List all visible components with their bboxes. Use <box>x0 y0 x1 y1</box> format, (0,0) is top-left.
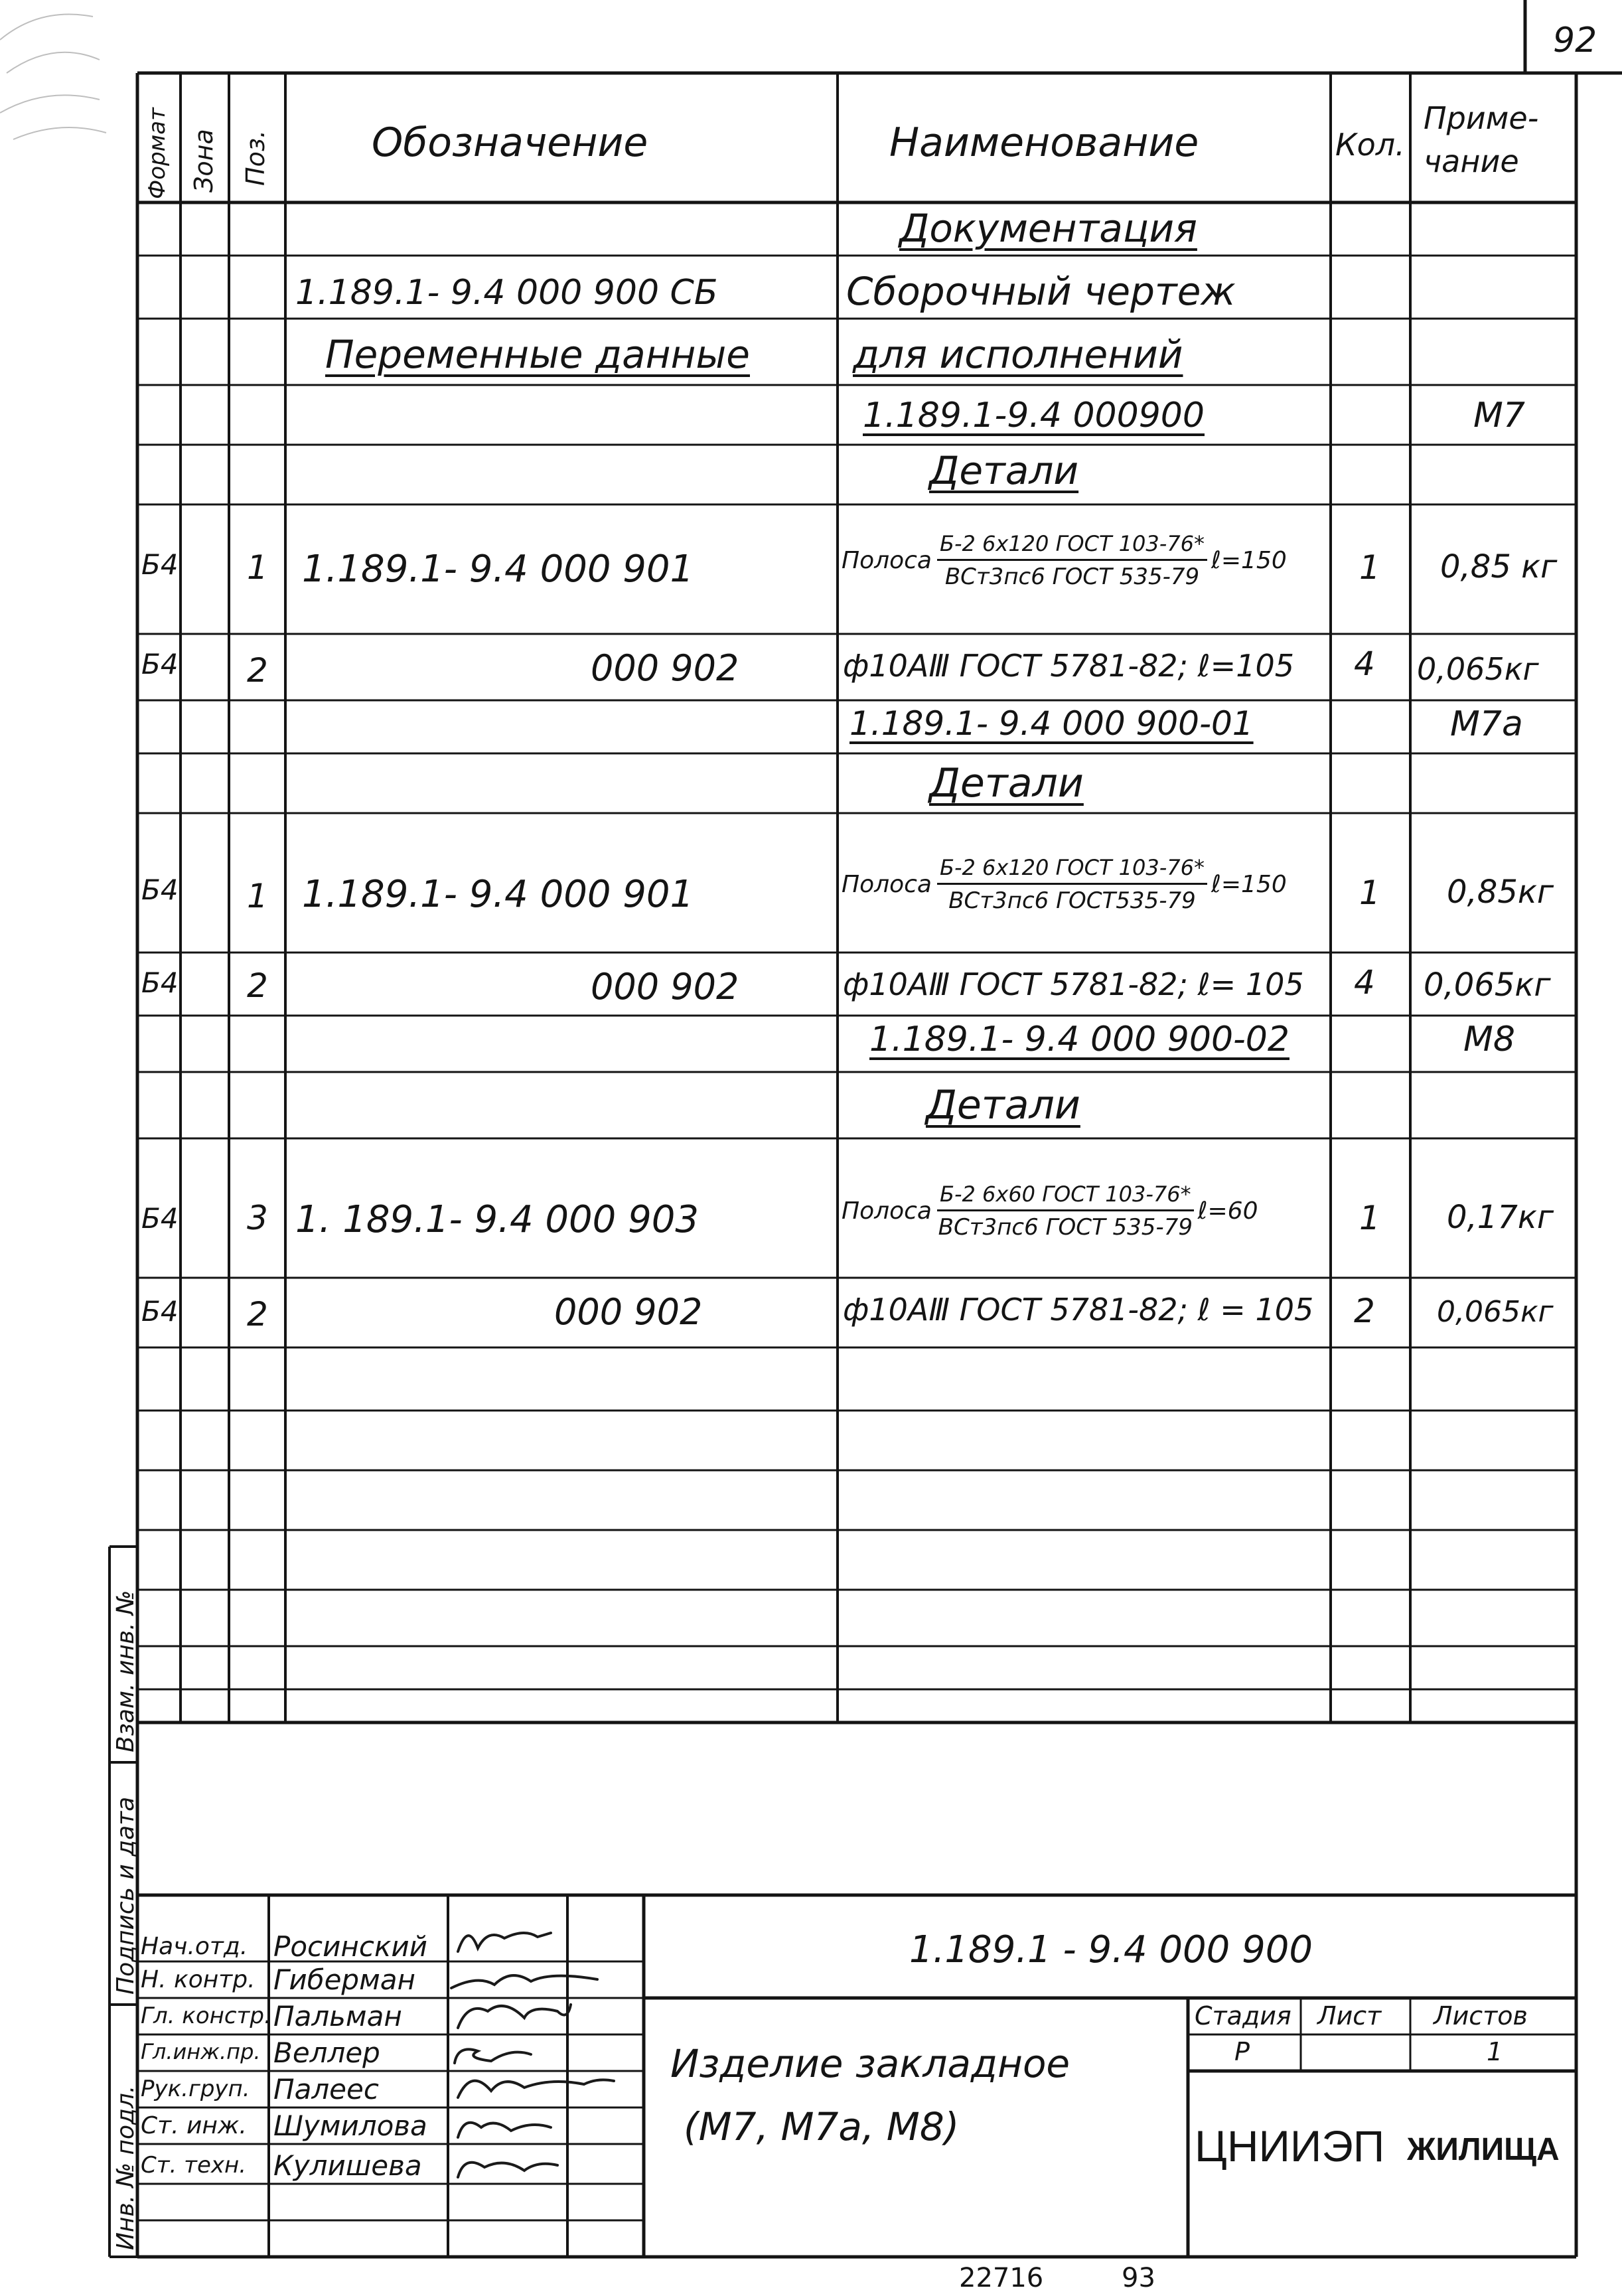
row15-note: 0,065кг <box>1437 1295 1554 1329</box>
sheets-value: 1 <box>1487 2037 1503 2066</box>
row10-name-length: ℓ=150 <box>1211 871 1287 898</box>
role-chief-designer: Гл. констр. <box>141 2003 271 2029</box>
row11-quantity: 4 <box>1354 963 1375 1002</box>
row14-format: Б4 <box>141 1202 179 1235</box>
row7-name: ф10АⅢ ГОСТ 5781-82; ℓ=105 <box>843 648 1295 684</box>
organization-name-part1: ЦНИИЭП <box>1195 2121 1385 2171</box>
sheets-label: Листов <box>1434 2001 1528 2030</box>
header-designation: Обозначение <box>372 119 648 166</box>
page-number: 92 <box>1553 21 1597 60</box>
row6-name-profile: Б-2 6х120 ГОСТ 103-76* <box>937 531 1207 561</box>
side-label-vzam-inv: Взам. инв. № <box>112 1590 139 1752</box>
doc-number: 1.189.1 - 9.4 000 900 <box>909 1928 1313 1971</box>
row6-name <box>842 531 1287 590</box>
row6-format: Б4 <box>141 548 179 581</box>
name-norm-control: Гиберман <box>273 1963 415 1996</box>
header-note-line1: Приме- <box>1424 100 1539 136</box>
title-line-2: (М7, М7а, М8) <box>684 2104 960 2149</box>
side-label-inv-orig: Инв. № подл. <box>112 2085 139 2250</box>
row11-designation: 000 902 <box>591 966 739 1008</box>
name-head-dept: Росинский <box>273 1930 427 1963</box>
row10-position: 1 <box>247 877 268 915</box>
row14-designation: 1. 189.1- 9.4 000 903 <box>295 1198 699 1241</box>
sheet-label: Лист <box>1317 2001 1382 2030</box>
row6-note: 0,85 кг <box>1440 548 1558 585</box>
name-senior-technician: Кулишева <box>273 2149 422 2182</box>
row6-quantity: 1 <box>1359 548 1380 587</box>
name-group-leader: Палеес <box>273 2073 379 2105</box>
row10-name-profile: Б-2 6х120 ГОСТ 103-76* <box>937 855 1207 885</box>
row14-name-profile: Б-2 6х60 ГОСТ 103-76* <box>937 1182 1194 1211</box>
row14-name <box>842 1182 1258 1241</box>
row14-position: 3 <box>247 1199 268 1237</box>
row11-position: 2 <box>247 966 268 1005</box>
section-details-3: Детали <box>926 1082 1080 1128</box>
section-details-2: Детали <box>929 760 1084 806</box>
name-chief-designer: Пальман <box>273 2000 402 2032</box>
row2-designation: 1.189.1- 9.4 000 900 СБ <box>295 273 718 313</box>
name-chief-engineer: Веллер <box>273 2036 380 2069</box>
role-senior-engineer: Ст. инж. <box>141 2112 247 2139</box>
row14-quantity: 1 <box>1359 1199 1380 1237</box>
side-label-sign-date: Подпись и дата <box>112 1796 139 1995</box>
row14-name-length: ℓ=60 <box>1197 1197 1258 1225</box>
row10-quantity: 1 <box>1359 874 1380 912</box>
footer-page: 93 <box>1122 2263 1155 2293</box>
name-senior-engineer: Шумилова <box>273 2109 427 2142</box>
row10-name-steel: ВСт3пс6 ГОСТ535-79 <box>948 887 1196 914</box>
row14-note: 0,17кг <box>1447 1199 1554 1236</box>
version-m7-note: М7 <box>1473 396 1525 435</box>
row15-designation: 000 902 <box>554 1291 703 1333</box>
row7-position: 2 <box>247 651 268 690</box>
row7-quantity: 4 <box>1354 645 1375 683</box>
header-format: Формат <box>144 108 171 199</box>
version-m8-note: М8 <box>1463 1020 1515 1059</box>
row10-format: Б4 <box>141 874 179 906</box>
row10-name <box>842 855 1287 914</box>
title-line-1: Изделие закладное <box>670 2041 1070 2086</box>
row15-quantity: 2 <box>1354 1292 1375 1330</box>
row6-designation: 1.189.1- 9.4 000 901 <box>302 548 694 591</box>
role-head-dept: Нач.отд. <box>141 1933 248 1960</box>
row11-format: Б4 <box>141 966 179 999</box>
header-zone: Зона <box>189 129 218 192</box>
section-details-1: Детали <box>929 448 1079 493</box>
version-m7-designation: 1.189.1-9.4 000900 <box>863 396 1205 435</box>
row6-name-steel: ВСт3пс6 ГОСТ 535-79 <box>944 564 1200 590</box>
faded-stamp-mark <box>0 15 106 139</box>
row6-name-word: Полоса <box>842 547 932 574</box>
row11-note: 0,065кг <box>1424 966 1551 1004</box>
row15-position: 2 <box>247 1295 268 1334</box>
row14-name-word: Полоса <box>842 1197 932 1225</box>
role-chief-engineer: Гл.инж.пр. <box>141 2039 261 2064</box>
archive-number: 22716 <box>959 2263 1044 2293</box>
role-group-leader: Рук.груп. <box>141 2076 250 2102</box>
header-position: Поз. <box>241 129 270 186</box>
section-documentation: Документация <box>899 206 1197 251</box>
version-m7a-note: М7а <box>1450 704 1523 744</box>
row15-name: ф10АⅢ ГОСТ 5781-82; ℓ = 105 <box>843 1292 1314 1328</box>
row7-note: 0,065кг <box>1417 651 1539 687</box>
row15-format: Б4 <box>141 1295 179 1328</box>
row6-position: 1 <box>247 548 268 587</box>
role-senior-technician: Ст. техн. <box>141 2152 247 2179</box>
row7-format: Б4 <box>141 648 179 680</box>
header-quantity: Кол. <box>1335 127 1405 163</box>
version-m7a-designation: 1.189.1- 9.4 000 900-01 <box>849 704 1254 743</box>
stage-label: Стадия <box>1195 2001 1291 2030</box>
row10-note: 0,85кг <box>1447 874 1554 911</box>
stage-value: Р <box>1234 2037 1250 2066</box>
row11-name: ф10АⅢ ГОСТ 5781-82; ℓ= 105 <box>843 966 1304 1002</box>
row7-designation: 000 902 <box>591 647 739 689</box>
header-note-line2: чание <box>1424 143 1519 179</box>
row6-name-length: ℓ=150 <box>1211 547 1287 574</box>
role-norm-control: Н. контр. <box>141 1966 256 1993</box>
row10-name-word: Полоса <box>842 871 932 898</box>
version-m8-designation: 1.189.1- 9.4 000 900-02 <box>869 1020 1290 1059</box>
row2-name: Сборочный чертеж <box>846 269 1236 314</box>
row14-name-steel: ВСт3пс6 ГОСТ 535-79 <box>938 1214 1193 1241</box>
variable-data-label: Переменные данные <box>325 332 750 377</box>
header-name: Наименование <box>889 119 1199 166</box>
organization-name-part2: ЖИЛИЩА <box>1407 2132 1560 2167</box>
for-versions-label: для исполнений <box>853 332 1183 377</box>
row10-designation: 1.189.1- 9.4 000 901 <box>302 873 694 916</box>
